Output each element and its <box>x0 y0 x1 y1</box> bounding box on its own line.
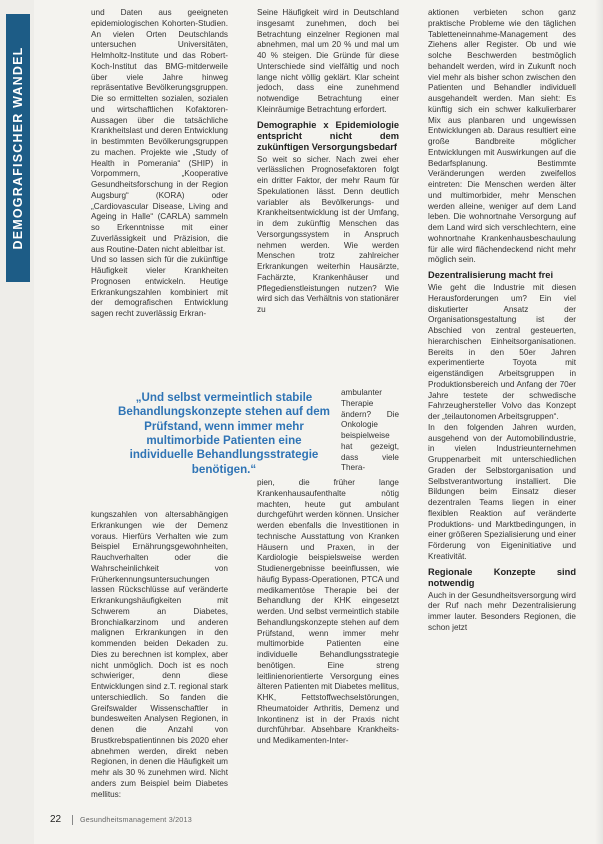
paragraph: pien, die früher lange Krankenhausaufenthalte nötig machten, heute gut ambulant durchgeführt werden können. Unsicher werden ebenfalls die Investitionen in technische Ausstattung von Kranken Häusern und Praxen, in der Kardiologie beispielsweise werden Studienergebnisse beeinflussen, wie häufig Bypass-Operationen, PTCA und medikamentöse Therapie bei der Behandlung der KHK eingesetzt werden. Und selbst vermeintlich stabile Behandlungskonzepte stehen auf dem Prüfstand, wenn immer mehr multimorbide Patienten eine individuelle Behandlungsstrategie benötigen. Eine streng leitlinienorientierte Versorgung eines älteren Patienten mit Diabetes mellitus, KHK, Fettstoffwechselstörungen, Rheumatoider Arthritis, Demenz und Inkontinenz ist in der Praxis nicht durchführbar. Absehbare Krankheits- und Medikamenten-Inter- <box>257 478 399 745</box>
paragraph: In den folgenden Jahren wurden, ausgehend von der Automobilindustrie, in vielen Industrieunternehmen Gruppenarbeit mit unterschiedlichen Graden der Selbstorganisation und Selbstverantwortung installiert. Die Bildungen beim Einsatz dieser dezentralen Teams liegen in einer flexiblen Reaktion auf veränderte Produktions- und Marktbedingungen, in einer größeren Spezialisierung und einer Förderung von Eigeninitiative und Kreativität. <box>428 422 576 561</box>
section-heading: Demographie x Epidemiologie entspricht nicht dem zukünftigen Versorgungsbedarf <box>257 119 399 152</box>
column-1-bottom <box>91 510 228 800</box>
paragraph: Und so lassen sich für die zukünftige Häufigkeit vieler Krankheiten Prognosen entwickeln. Heutige Erkrankungszahlen kombiniert mit der demografischen Entwicklung sagen recht zuverlässig Erkran- <box>91 255 228 318</box>
paragraph: Wie geht die Industrie mit diesen Herausforderungen um? Ein viel diskutierter Ansatz der Organisationsgestaltung ist der Abschied von zentral gesteuerten, hierarchischen Einheitsorganisationen. Bereits in den 50er Jahren experimentierte Toyota mit eigenständigen Arbeitsgruppen in Produktionsbereich und Anfang der 70er Jahre testete der schwedische Fahrzeughersteller Volvo das Konzept der „teilautonomen Arbeitsgruppen“. <box>428 283 576 421</box>
page-edge-shadow <box>595 0 603 844</box>
sidebar-strip <box>0 0 34 844</box>
section-label: DEMOGRAFISCHER WANDEL <box>11 46 25 250</box>
footer-divider <box>72 815 73 825</box>
column-2-top <box>257 8 399 316</box>
page-number: 22 <box>50 814 62 825</box>
column-3 <box>428 8 576 634</box>
paragraph: Seine Häufigkeit wird in Deutschland insgesamt zunehmen, doch bei Betrachtung einzelner Regionen mal abnehmen, mal um 20 % und mal um 40 % steigen. Die Gründe für diese Unterschiede sind vielfältig und noch lange nicht völlig geklärt. Klar scheint jedoch, dass eine zunehmend notwendige Betrachtung einer Kleinräumige Betrachtung erfordert. <box>257 8 399 114</box>
paragraph: Auch in der Gesundheitsversorgung wird der Ruf nach mehr Dezentralisierung immer lauter. Besonders Regionen, die schon jetzt <box>428 590 576 632</box>
section-heading: Dezentralisierung macht frei <box>428 270 554 280</box>
pull-quote <box>113 390 335 476</box>
column-2-narrow <box>341 388 399 474</box>
section-heading: Regionale Konzepte sind notwendig <box>428 566 576 588</box>
paragraph: So weit so sicher. Nach zwei eher verlässlichen Prognosefaktoren folgt ein dritter Faktor, der mehr Raum für Spekulationen lässt. Denn deutlich variabler als Bevölkerungs- und Krankheitsentwicklung ist der Umfang, in dem zukünftig Menschen das Versorgungssystem in Anspruch nehmen werden. Wie werden Menschen trotz zahlreicher Erkrankungen weiterhin Hausärzte, Fachärzte, Krankenhäuser und Pflegedienstleistungen nutzen? Wie wird sich das Verhältnis von stationärer zu <box>257 154 399 314</box>
paragraph: ambulanter Therapie ändern? Die Onkologie beispielweise hat gezeigt, dass viele Thera- <box>341 388 399 473</box>
paragraph: und Daten aus geeigneten epidemiologischen Kohorten-Studien. An vielen Orten Deutschlands untersuchen Universitäten, Helmholtz-Institute und das Robert-Koch-Institut das BMG-mitderweile über viele Jahre hinweg repräsentative Bevölkerungsgruppen. Die so ermittelten sozialen, sozialen und wirtschaftlichen Kofaktoren-Aussagen über die tatsächliche Krankheitslast und deren Entwicklung in bestimmten Bevölkerungsgruppen zu machen. Projekte wie „Study of Health in Pomerania“ (SHIP) in Vorpommern, „Kooperative Gesundheitsforschung in der Region Augsburg“ (KORA) oder „Cardiovascular Disease, Living and Ageing in Halle“ (CARLA) sammeln so Erkenntnisse mit einer Zuverlässigkeit und Präzision, die aus Routine-Daten nicht ableitbar ist. <box>91 8 228 254</box>
publication-title: Gesundheitsmanagement 3/2013 <box>80 815 192 824</box>
paragraph: aktionen verbieten schon ganz praktische Probleme wie den täglichen Tabletteneinnahme-Management des Ziehens aller Register. Ob und wie solche Beschwerden bestmöglich behandelt werden, wird in Zukunft noch viel mehr als bisher schon zwischen den Patienten und Behandler individuell ausgehandelt werden. Man sieht: Es künftig sich ein schwer kalkulierbarer Mix aus planbaren und ungewissen Entwicklungen ab. Daraus resultiert eine große Bandbreite möglicher Entwicklungen mit Auswirkungen auf die Bedarfsplanung. Bestimmte Veränderungen werden zweifellos eintreten: Die Menschen werden älter und multimorbider, mehr Menschen werden alleine, weniger auf dem Land leben. Die wohnortnahe Versorgung auf dem Land wird sich verschlechtern, eine wohnortnahe Krankenhausbeschaulung für alle wird flächendeckend nicht mehr möglich sein. <box>428 8 576 265</box>
paragraph: kungszahlen von altersabhängigen Erkrankungen wie der Demenz voraus. Hierfürs Verhalten wie zum Beispiel Ernährungsgewohnheiten, Rauchverhalten oder die Wahrscheinlichkeit von Früherkennungsuntersuchungen lassen Rückschlüsse auf veränderte Erkrankungshäufigkeiten mit Schwerem an Diabetes, Bronchialkarzinom und anderen malignen Erkrankungen in den kommenden beiden Dekaden zu. Dies zu berechnen ist komplex, aber nicht unmöglich. Doch ist es noch schwieriger, denn diese Entwicklungen sind z.T. regional stark unterschiedlich. So fanden die Greifswalder Wissenschaftler in bundesweiten Analysen Regionen, in denen die Anzahl von Brustkrebspatientinnen bis 2020 eher abnehmen werden, direkt neben Regionen, in denen die Häufigkeit um mehr als 30 % zunehmen wird. Nicht anders zum Beispiel beim Diabetes mellitus: <box>91 510 228 799</box>
page-footer <box>36 814 596 830</box>
column-2-bottom <box>257 478 399 747</box>
pull-quote-text: „Und selbst vermeintlich stabile Behandlungskonzepte stehen auf dem Prüfstand, wenn immer mehr multimorbide Patienten eine individuelle Behandlungsstrategie benötigen.“ <box>118 390 330 476</box>
column-1-top <box>91 8 228 320</box>
